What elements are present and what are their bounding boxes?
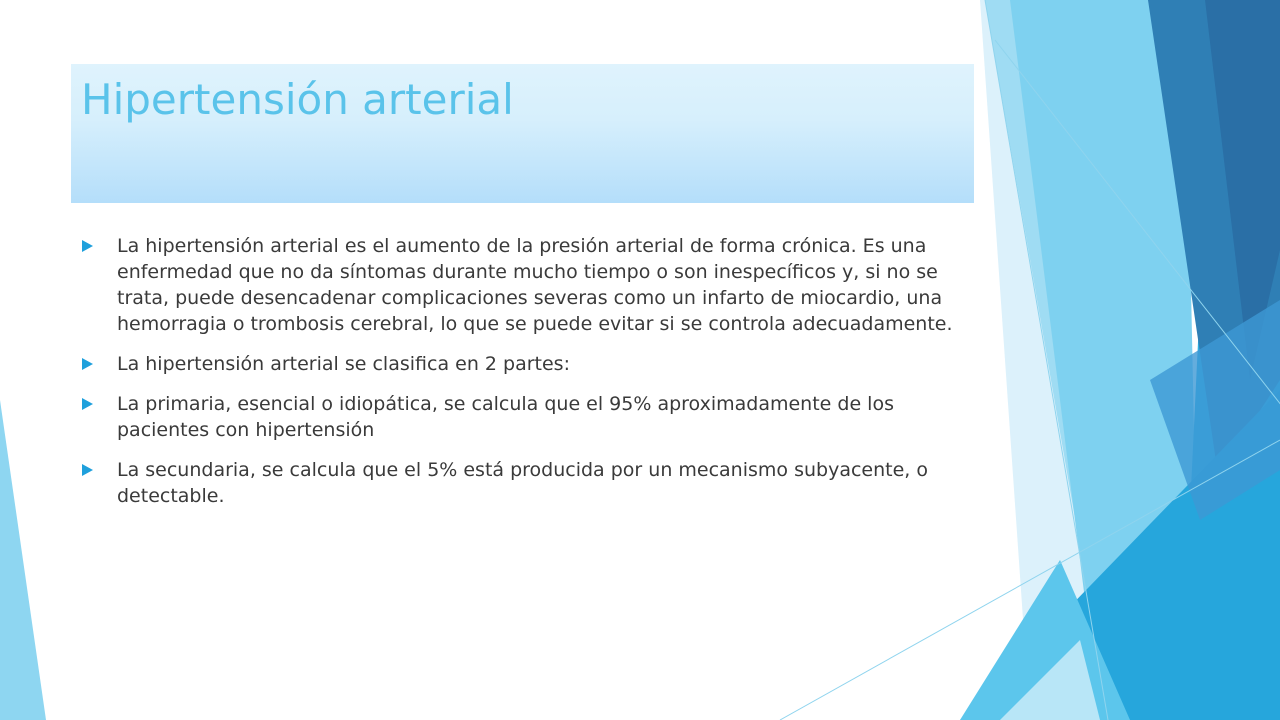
- bullet-text: La secundaria, se calcula que el 5% está producida por un mecanismo subyacente, o detectable.: [117, 459, 928, 507]
- bullet-item: [80, 233, 970, 337]
- bullet-item: [80, 391, 970, 443]
- bullet-item: [80, 351, 970, 377]
- bullet-text: La hipertensión arterial se clasifica en 2 partes:: [117, 353, 570, 375]
- bullet-item: [80, 457, 970, 509]
- bullet-text: La primaria, esencial o idiopática, se calcula que el 95% aproximadamente de los pacientes con hipertensión: [117, 393, 894, 441]
- bullet-arrow-icon: [82, 398, 93, 410]
- bullet-arrow-icon: [82, 240, 93, 252]
- bullet-list: [80, 233, 970, 523]
- left-edge-shape: [0, 400, 46, 720]
- title-band: [71, 64, 974, 203]
- bullet-arrow-icon: [82, 464, 93, 476]
- bullet-text: La hipertensión arterial es el aumento de la presión arterial de forma crónica. Es una enfermedad que no da síntomas durante mucho tiempo o son inespecíficos y, si no se trata, puede desencadenar complicaciones severas como un infarto de miocardio, una hemorragia o trombosis cerebral, lo que se puede evitar si se controla adecuadamente.: [117, 235, 953, 335]
- slide-title: Hipertensión arterial: [81, 75, 514, 124]
- bullet-arrow-icon: [82, 358, 93, 370]
